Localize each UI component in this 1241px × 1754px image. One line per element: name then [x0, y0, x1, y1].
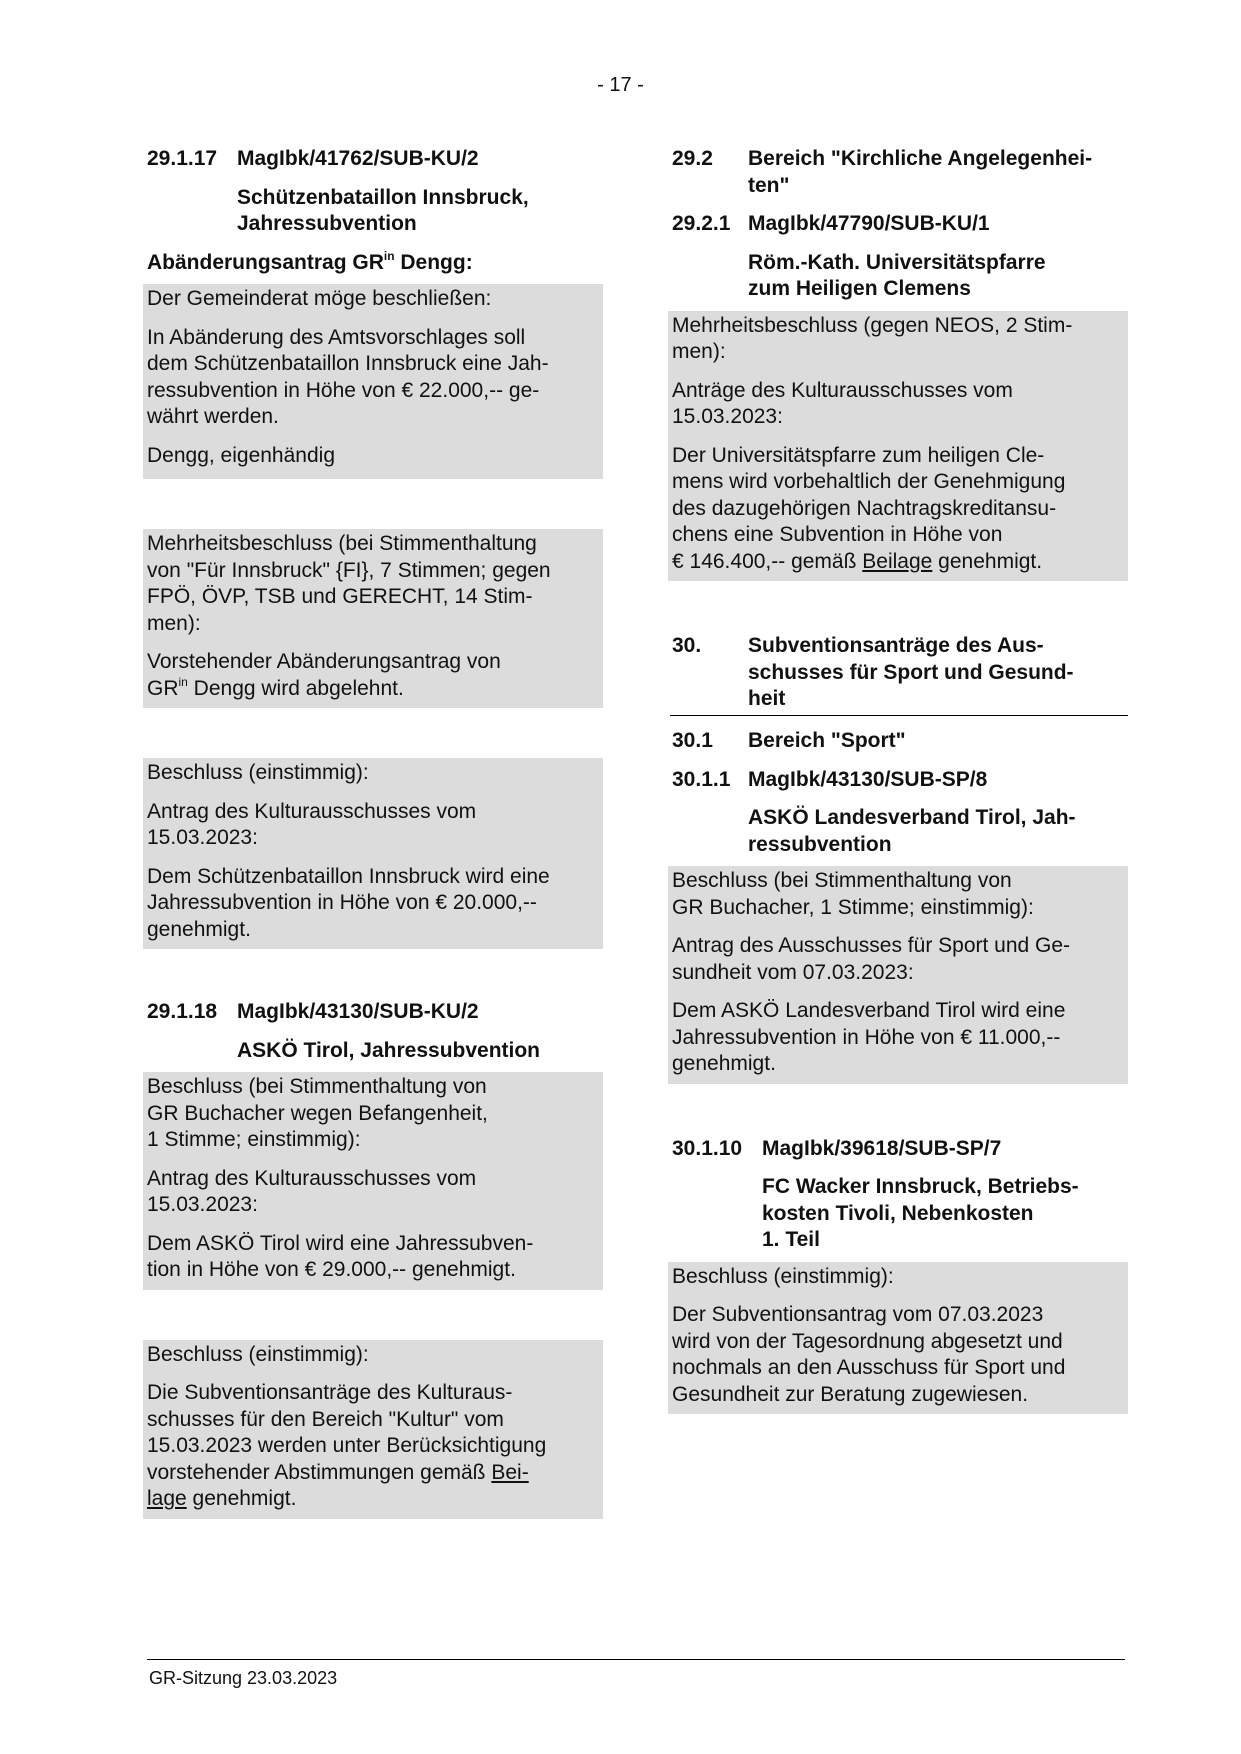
line: men): [672, 340, 726, 363]
section-heading-29-1-18 [147, 999, 603, 1026]
box-paragraph: Dengg, eigenhändig [147, 443, 335, 467]
line: nochmals an den Ausschuss für Sport und [672, 1356, 1066, 1379]
section-code: MagIbk/43130/SUB-KU/2 [237, 1000, 479, 1023]
line: von "Für Innsbruck" {FI}, 7 Stimmen; gegen [147, 558, 551, 582]
section-divider [670, 715, 1128, 717]
line: Vorstehender Abänderungsantrag von [147, 650, 501, 673]
line: Anträge des Kulturausschusses vom [672, 378, 1013, 402]
section-code: MagIbk/41762/SUB-KU/2 [237, 147, 479, 170]
line: genehmigt. [932, 549, 1043, 573]
motion-box [143, 284, 603, 479]
page-number: - 17 - [597, 74, 644, 96]
line: Antrag des Kulturausschusses vom [147, 1166, 477, 1190]
attachment-link[interactable]: Beilage [862, 549, 933, 573]
line: Der Universitätspfarre zum heiligen Cle- [672, 443, 1045, 467]
line: chens eine Subvention in Höhe von [672, 523, 1003, 546]
box-paragraph: Der Gemeinderat möge beschließen: [147, 287, 492, 310]
section-code: MagIbk/47790/SUB-KU/1 [748, 212, 990, 235]
title-line: kosten Tivoli, Nebenkosten [762, 1201, 1034, 1225]
section-title [748, 250, 1128, 303]
title-line: 1. Teil [762, 1228, 820, 1251]
title-line: Röm.-Kath. Universitätspfarre [748, 250, 1046, 274]
section-number: 30.1 [672, 729, 713, 752]
line: Der Subventionsantrag vom 07.03.2023 [672, 1303, 1044, 1326]
section-heading-30-1-10 [672, 1136, 1128, 1163]
section-title: Bereich "Sport" [748, 729, 906, 752]
section-title [748, 633, 1074, 713]
attachment-link[interactable]: Bei- [491, 1460, 529, 1484]
section-number: 29.2.1 [672, 212, 731, 235]
line: Beschluss (bei Stimmenthaltung von [672, 869, 1012, 892]
line: 15.03.2023 werden unter Berücksichtigung [147, 1434, 547, 1457]
box-paragraph [672, 933, 1124, 986]
title-line: Schützenbataillon Innsbruck, [237, 185, 529, 209]
line: Mehrheitsbeschluss (bei Stimmenthaltung [147, 532, 537, 555]
box-paragraph [147, 1380, 599, 1513]
line: Gesundheit zur Beratung zugewiesen. [672, 1382, 1029, 1406]
box-paragraph: Beschluss (einstimmig): [147, 1342, 369, 1366]
line: Dem ASKÖ Tirol wird eine Jahressubven- [147, 1231, 534, 1255]
box-paragraph [672, 868, 1124, 921]
section-number: 29.1.17 [147, 147, 218, 170]
section-number: 29.1.18 [147, 1000, 218, 1023]
line: Dem ASKÖ Landesverband Tirol wird eine [672, 999, 1066, 1022]
section-number: 30.1.1 [672, 767, 731, 791]
line: GR Buchacher, 1 Stimme; einstimmig): [672, 895, 1034, 919]
box-paragraph [672, 998, 1124, 1078]
line: In Abänderung des Amtsvorschlages soll [147, 325, 526, 349]
line: genehmigt. [147, 917, 251, 941]
line: genehmigt. [186, 1487, 297, 1510]
title-line: ressubvention [748, 832, 892, 856]
title-line: FC Wacker Innsbruck, Betriebs- [762, 1175, 1079, 1198]
section-heading-30-1-1 [672, 767, 1128, 794]
line: Antrag des Kulturausschusses vom [147, 799, 477, 823]
superscript: in [178, 674, 188, 689]
box-paragraph [672, 313, 1124, 366]
title-line: ten" [748, 173, 790, 197]
line: Dengg wird abgelehnt. [187, 676, 404, 700]
section-heading-30-1 [672, 728, 1128, 755]
amendment-label-text: Abänderungsantrag GR [147, 250, 384, 274]
section-title [237, 185, 603, 238]
line: 1 Stimme; einstimmig): [147, 1128, 361, 1151]
decision-box [143, 758, 603, 949]
line: Die Subventionsanträge des Kulturaus- [147, 1381, 513, 1404]
title-line: Subventionsanträge des Aus- [748, 634, 1044, 657]
box-paragraph [147, 799, 599, 852]
line: währt werden. [147, 405, 279, 428]
box-paragraph [147, 649, 599, 702]
line: sundheit vom 07.03.2023: [672, 960, 914, 984]
line: Beschluss (bei Stimmenthaltung von [147, 1075, 487, 1098]
line: 15.03.2023: [147, 1193, 258, 1216]
line: schusses für den Bereich "Kultur" vom [147, 1407, 504, 1431]
line: wird von der Tagesordnung abgesetzt und [672, 1329, 1063, 1353]
section-code: MagIbk/43130/SUB-SP/8 [748, 767, 988, 791]
box-paragraph [672, 1302, 1124, 1408]
box-paragraph [672, 378, 1124, 431]
line: mens wird vorbehaltlich der Genehmigung [672, 470, 1066, 493]
footer-divider [147, 1659, 1125, 1660]
line: GR [147, 676, 179, 700]
line: des dazugehörigen Nachtragskreditansu- [672, 496, 1057, 520]
decision-box [143, 1340, 603, 1519]
decision-box [668, 866, 1128, 1084]
section-title: ASKÖ Tirol, Jahressubvention [237, 1038, 541, 1062]
line: genehmigt. [672, 1052, 776, 1075]
line: GR Buchacher wegen Befangenheit, [147, 1101, 488, 1125]
section-code: MagIbk/39618/SUB-SP/7 [762, 1136, 1002, 1160]
box-paragraph [147, 1166, 599, 1219]
section-number: 30.1.10 [672, 1136, 743, 1160]
decision-box [668, 1262, 1128, 1415]
line: FPÖ, ÖVP, TSB und GERECHT, 14 Stim- [147, 585, 533, 608]
title-line: schusses für Sport und Gesund- [748, 660, 1074, 684]
box-paragraph [147, 325, 599, 431]
box-paragraph [147, 1231, 599, 1284]
line: men): [147, 611, 201, 635]
amendment-label-text: Dengg: [394, 250, 473, 274]
line: € 146.400,-- gemäß [672, 549, 863, 573]
decision-box [668, 311, 1128, 582]
section-heading-29-2 [672, 146, 1128, 199]
line: dem Schützenbataillon Innsbruck eine Jah- [147, 352, 549, 375]
line: Jahressubvention in Höhe von € 20.000,-- [147, 891, 537, 914]
amendment-label [147, 250, 603, 277]
section-number: 29.2 [672, 147, 713, 170]
title-line: zum Heiligen Clemens [748, 277, 971, 300]
section-heading-29-1-17 [147, 146, 603, 173]
box-paragraph [147, 864, 599, 944]
box-paragraph [147, 1074, 599, 1154]
box-paragraph [147, 531, 599, 637]
title-line: Jahressubvention [237, 212, 417, 235]
section-title [762, 1174, 1128, 1254]
line: Antrag des Ausschusses für Sport und Ge- [672, 934, 1071, 957]
footer-text: GR-Sitzung 23.03.2023 [149, 1668, 338, 1688]
attachment-link[interactable]: lage [147, 1487, 187, 1510]
line: tion in Höhe von € 29.000,-- genehmigt. [147, 1258, 516, 1281]
title-line: ASKÖ Landesverband Tirol, Jah- [748, 806, 1076, 829]
line: 15.03.2023: [147, 826, 258, 849]
section-heading-30 [672, 633, 1128, 713]
line: ressubvention in Höhe von € 22.000,-- ge- [147, 378, 540, 402]
line: vorstehender Abstimmungen gemäß [147, 1460, 492, 1484]
section-title [748, 805, 1128, 858]
line: 15.03.2023: [672, 405, 783, 428]
section-number: 30. [672, 634, 702, 657]
line: Jahressubvention in Höhe von € 11.000,-- [672, 1025, 1061, 1049]
box-paragraph: Beschluss (einstimmig): [147, 761, 369, 784]
title-line: heit [748, 687, 786, 710]
decision-box [143, 1072, 603, 1290]
section-title [748, 146, 1092, 199]
section-heading-29-2-1 [672, 211, 1128, 238]
line: Mehrheitsbeschluss (gegen NEOS, 2 Stim- [672, 313, 1073, 337]
box-paragraph [672, 443, 1124, 576]
left-column [147, 146, 603, 1519]
line: Dem Schützenbataillon Innsbruck wird eine [147, 864, 550, 888]
decision-box [143, 529, 603, 708]
title-line: Bereich "Kirchliche Angelegenhei- [748, 147, 1093, 170]
box-paragraph: Beschluss (einstimmig): [672, 1264, 894, 1288]
right-column [672, 146, 1128, 1414]
superscript: in [383, 248, 395, 263]
